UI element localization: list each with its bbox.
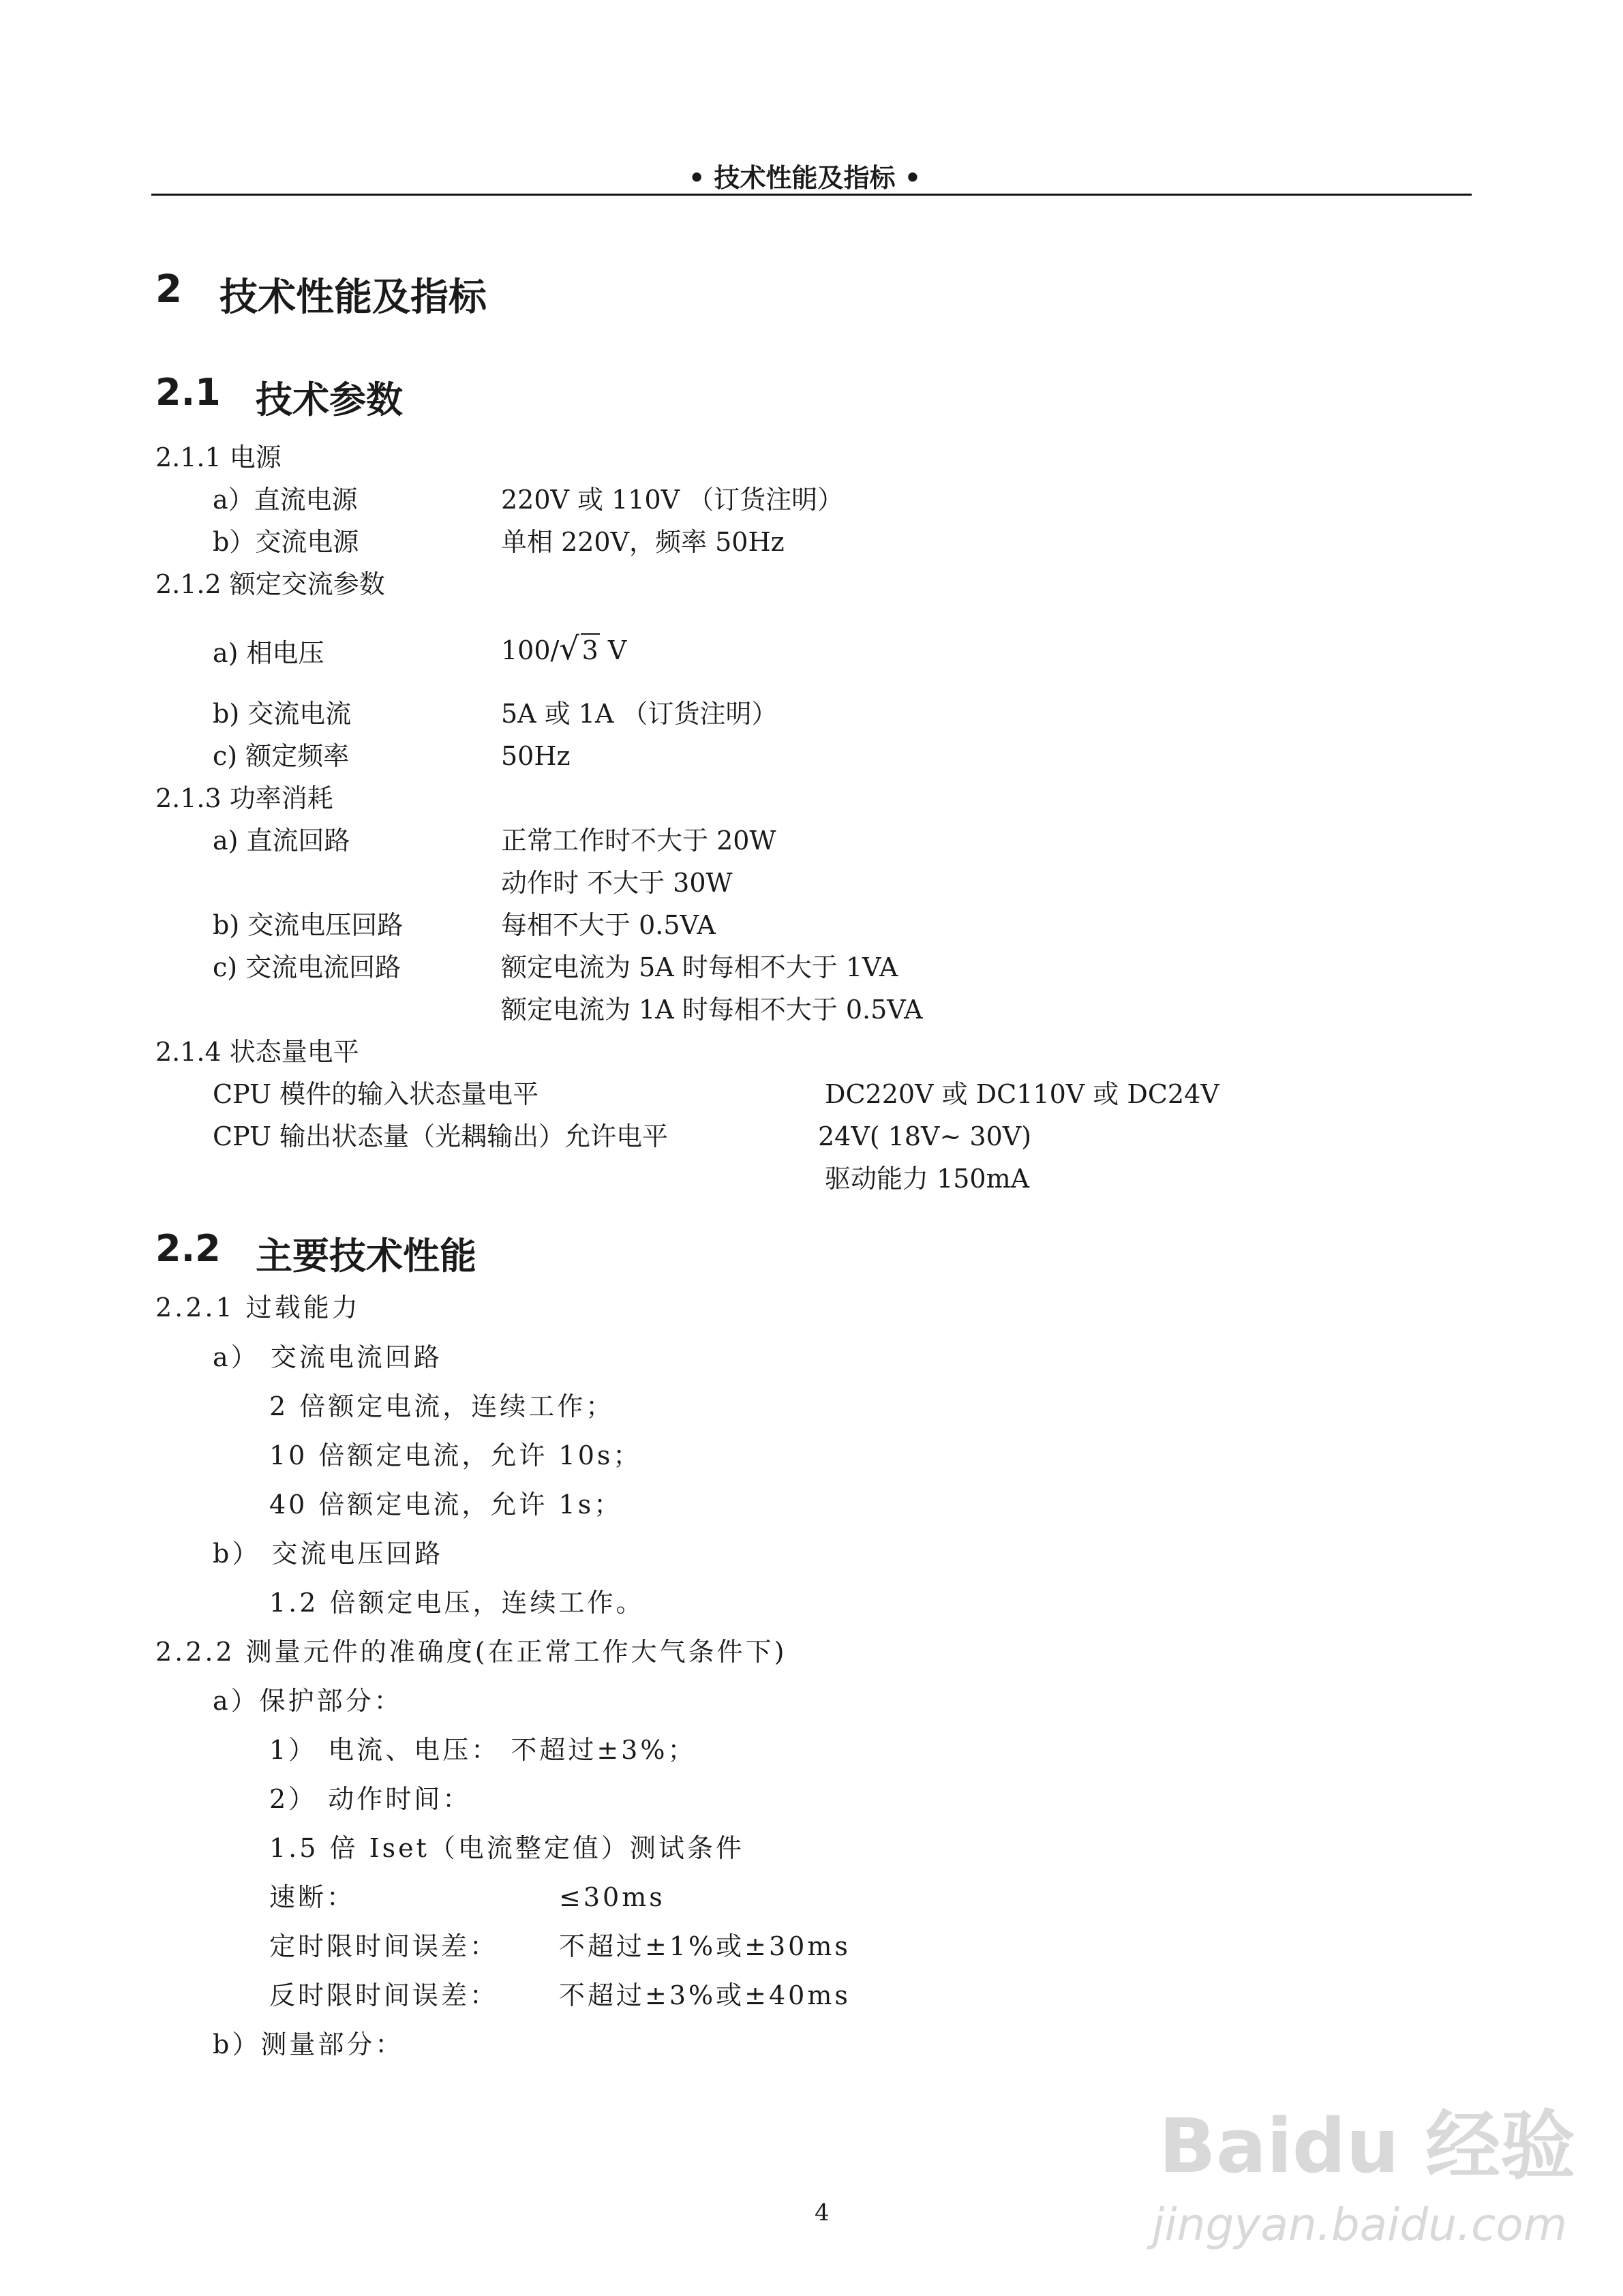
overload-voltage-item-1: 1.2 倍额定电压，连续工作。 [269, 1588, 645, 1618]
dc-power-label: a）直流电源 [213, 485, 358, 515]
overload-voltage-label: b） 交流电压回路 [213, 1539, 444, 1569]
section-2-1-title: 技术参数 [256, 378, 403, 421]
test-condition: 1.5 倍 Iset（电流整定值）测试条件 [269, 1833, 744, 1863]
accuracy-operate-time: 2） 动作时间： [269, 1784, 472, 1814]
instantaneous-label: 速断： [269, 1882, 356, 1912]
inverse-time-error-label: 反时限时间误差： [269, 1980, 499, 2010]
subsection-2-1-4-heading: 2.1.4 状态量电平 [155, 1037, 359, 1067]
subsection-2-1-1-heading: 2.1.1 电源 [155, 442, 282, 472]
rated-frequency-value: 50Hz [501, 741, 571, 771]
ac-voltage-circuit-value: 每相不大于 0.5VA [501, 910, 716, 940]
subsection-2-2-1-heading: 2.2.1 过载能力 [155, 1293, 361, 1323]
measurement-part-label: b）测量部分： [213, 2029, 404, 2059]
section-2-2-title: 主要技术性能 [256, 1235, 476, 1278]
phase-voltage-label: a) 相电压 [213, 638, 324, 668]
definite-time-error-value: 不超过±1%或±30ms [559, 1931, 851, 1961]
chapter-number: 2 [155, 267, 182, 312]
running-header: • 技术性能及指标 • [688, 163, 922, 193]
section-2-2-number: 2.2 [155, 1227, 221, 1270]
dc-circuit-value-operating: 动作时 不大于 30W [501, 868, 733, 898]
cpu-input-value: DC220V 或 DC110V 或 DC24V [825, 1079, 1219, 1109]
phase-voltage-value: 100/√ 3 V [501, 630, 627, 667]
overload-current-label: a） 交流电流回路 [213, 1342, 442, 1372]
cpu-output-value: 24V( 18V~ 30V) [818, 1121, 1032, 1151]
baidu-watermark-logo: Baidu 经验 [1159, 2102, 1576, 2190]
ac-current-circuit-label: c) 交流电流回路 [213, 952, 401, 982]
inverse-time-error-value: 不超过±3%或±40ms [559, 1980, 851, 2010]
accuracy-current-voltage: 1） 电流、电压： 不超过±3%； [269, 1735, 697, 1765]
definite-time-error-label: 定时限时间误差： [269, 1931, 499, 1961]
section-2-1-number: 2.1 [155, 371, 221, 414]
ac-power-value: 单相 220V，频率 50Hz [501, 527, 785, 557]
subsection-2-1-2-heading: 2.1.2 额定交流参数 [155, 569, 385, 599]
dc-circuit-label: a) 直流回路 [213, 826, 350, 856]
ac-power-label: b）交流电源 [213, 527, 359, 557]
ac-current-circuit-value-1a: 额定电流为 1A 时每相不大于 0.5VA [501, 995, 923, 1025]
ac-voltage-circuit-label: b) 交流电压回路 [213, 910, 404, 940]
sqrt-radicand: 3 [581, 633, 600, 666]
overload-current-item-2: 10 倍额定电流，允许 10s； [269, 1440, 642, 1470]
baidu-watermark-url: jingyan.baidu.com [1152, 2199, 1568, 2251]
page-number: 4 [815, 2199, 830, 2226]
cpu-output-drive: 驱动能力 150mA [825, 1164, 1030, 1194]
ac-current-value: 5A 或 1A （订货注明） [501, 699, 778, 729]
overload-current-item-3: 40 倍额定电流，允许 1s； [269, 1490, 623, 1520]
dc-circuit-value-normal: 正常工作时不大于 20W [501, 826, 776, 856]
subsection-2-1-3-heading: 2.1.3 功率消耗 [155, 783, 333, 813]
chapter-title: 技术性能及指标 [219, 275, 487, 320]
cpu-input-label: CPU 模件的输入状态量电平 [213, 1079, 539, 1109]
overload-current-item-1: 2 倍额定电流，连续工作； [269, 1391, 615, 1421]
ac-current-circuit-value-5a: 额定电流为 5A 时每相不大于 1VA [501, 952, 898, 982]
dc-power-value: 220V 或 110V （订货注明） [501, 485, 844, 515]
instantaneous-value: ≤30ms [559, 1882, 665, 1912]
rated-frequency-label: c) 额定频率 [213, 741, 350, 771]
header-rule [151, 194, 1472, 196]
cpu-output-label: CPU 输出状态量（光耦输出）允许电平 [213, 1121, 669, 1151]
subsection-2-2-2-heading: 2.2.2 测量元件的准确度(在正常工作大气条件下) [155, 1637, 787, 1667]
ac-current-label: b) 交流电流 [213, 699, 352, 729]
protection-part-label: a）保护部分： [213, 1686, 403, 1716]
